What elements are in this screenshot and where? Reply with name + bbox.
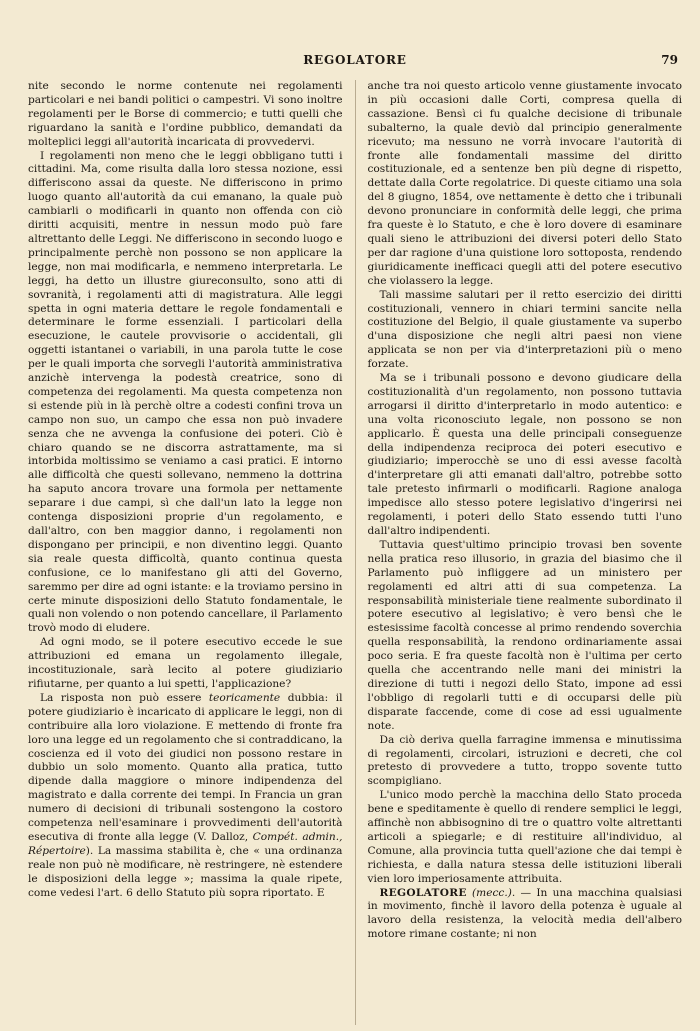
entry-paragraph bbox=[368, 887, 683, 943]
text-run: ). La massima stabilita è, che « una ordinanza reale non può nè modificare, nè restringere, nè estendere le disposizioni della legge »; massima la quale ripete, come vedesi l'art. 6 dello Statuto più sopra riportato. E bbox=[28, 844, 343, 899]
paragraph: Tuttavia quest'ultimo principio trovasi ben sovente nella pratica reso illusorio, in grazia del biasimo che il Parlamento può infliggere ad un ministero per regolamenti ed altri atti di sua competenza. La responsabilità ministeriale tiene realmente subordinato il potere esecutivo al legislativo; è vero bensì che le estesissime facoltà concesse al primo rendendo soverchia quella responsabilità, la rendono ordinariamente assai poco seria. E fra queste facoltà non è l'ultima per certo quella che accentrando nelle mani dei ministri la direzione di tutti i negozi dello Stato, impone ad essi l'obbligo di regolarli tutti e di occuparsi delle più disparate faccende, come di cose ad essi ugualmente note. bbox=[367, 538, 682, 732]
paragraph: Da ciò deriva quella farragine immensa e minutissima di regolamenti, circolari, istruzioni e decreti, che col pretesto di provvedere a tutto, troppo sovente tutto scompigliano. bbox=[367, 733, 682, 788]
text-run: — In una macchina qualsiasi in movimento, finchè il lavoro della potenza è uguale al lavoro della resistenza, la velocità media dell'albero motore rimane costante; ni non bbox=[367, 886, 682, 941]
paragraph: nite secondo le norme contenute nei regolamenti particolari e nei bandi politici o campestri. Vi sono inoltre regolamenti per le Borse di commercio; e tutti quelli che riguardano la sanità e l'ordine pubblico, demandati da molteplici leggi all'autorità incaricata di provvedervi. bbox=[28, 80, 343, 148]
text-run: dubbia: il potere giudiziario è incaricato di applicare le leggi, non di contribuire alla loro violazione. E mettendo di fronte fra loro una legge ed un regolamento che si contraddicano, la coscienza ed il voto dei giudici non possono restare in dubbio un solo momento. Quanto alla pratica, tutto dipende dalla maggiore o minore indipendenza del magistrato e dalla corrente dei tempi. In Francia un gran numero di decisioni di tribunali sostengono la costoro competenza nell'esaminare i provvedimenti dell'autorità esecutiva di fronte alla legge (V. Dalloz, bbox=[28, 691, 343, 843]
page-number: 79 bbox=[661, 53, 678, 67]
left-column bbox=[28, 80, 343, 1025]
paragraph: Ma se i tribunali possono e devono giudicare della costituzionalità d'un regolamento, non possono tuttavia arrogarsi il diritto d'interpretarlo in modo autentico: e una volta riconosciuto legale, non possono se non applicarlo. È questa una delle principali conseguenze della indipendenza reciproca dei poteri esecutivo e giudiziario; imperocchè se uno di essi avesse facoltà d'interpretare gli atti emanati dall'altro, potrebbe sotto tale pretesto infirmarli o modificarli. Ragione analoga impedisce allo stesso potere legislativo d'ingerirsi nei regolamenti, i poteri dello Stato essendo tutti l'uno dall'altro indipendenti. bbox=[367, 372, 682, 537]
text-columns bbox=[28, 80, 682, 1025]
paragraph: anche tra noi questo articolo venne giustamente invocato in più occasioni dalle Corti, compresa quella di cassazione. Bensì ci fu qualche decisione di tribunale subalterno, la quale deviò dal principio generalmente ricevuto; ma nessuno ne vorrà invocare l'autorità di fronte alle fondamentali massime del diritto costituzionale, ed a sentenze ben più degne di rispetto, dettate dalla Corte regolatrice. Di queste citiamo una sola del 8 giugno, 1854, ove nettamente è detto che i tribunali devono pronunciare in conformità delle leggi, che prima fra queste è lo Statuto, e che è loro dovere di esaminare quali sieno le attribuzioni dei diversi poteri dello Stato per dar ragione d'una quistione loro sottoposta, rendendo giuridicamente inefficaci quegli atti del potere esecutivo che violassero la legge. bbox=[367, 80, 682, 287]
paragraph: Tali massime salutari per il retto esercizio dei diritti costituzionali, vennero in chiari termini sancite nella costituzione del Belgio, il quale giustamente va superbo d'una disposizione che negli altri paesi non viene applicata se non per via d'interpretazioni più o meno forzate. bbox=[367, 288, 682, 371]
text-run: La risposta non può essere bbox=[40, 691, 209, 704]
running-title: REGOLATORE bbox=[303, 53, 407, 67]
column-divider bbox=[355, 80, 356, 1025]
paragraph: L'unico modo perchè la macchina dello Stato proceda bene e speditamente è quello di rendere semplici le leggi, affinchè non abbisognino di tre o quattro volte altrettanti articoli a spiegarle; e di restituire all'individuo, al Comune, alla provincia tutta quell'azione che dai tempi è richiesta, e dalla natura stessa delle istituzioni liberali vien loro imperiosamente attribuita. bbox=[367, 789, 682, 885]
paragraph: I regolamenti non meno che le leggi obbligano tutti i cittadini. Ma, come risulta dalla loro stessa nozione, essi differiscono assai da queste. Ne differiscono in primo luogo quanto all'autorità da cui emanano, la quale può cambiarli o modificarli in quanto non offenda con ciò diritti acquisiti, mentre in nessun modo può fare altrettanto delle Leggi. Ne differiscono in secondo luogo e principalmente perchè non possono se non applicare la legge, non mai modificarla, e nemmeno interpretarla. Le leggi, ha detto un illustre giureconsulto, sono atti di sovranità, i regolamenti atti di magistratura. Alle leggi spetta in ogni materia dettare le regole fondamentali e determinare le forme essenziali. I particolari della esecuzione, le cautele provvisorie o accidentali, gli oggetti istantanei o variabili, in una parola tutte le cose per le quali importa che sorvegli l'autorità amministrativa anzichè intervenga la podestà creatrice, sono di competenza dei regolamenti. Ma questa competenza non si estende più in là perchè oltre a codesti confini trova un campo non suo, un campo che essa non può invadere senza che ne avvenga la confusione dei poteri. Ciò è chiaro quando se ne discorra astrattamente, ma si intorbida moltissimo se veniamo a casi pratici. E intorno alle difficoltà che questi sollevano, nemmeno la dottrina ha saputo ancora trovare una formola per nettamente separare i due campi, sì che dall'un lato la legge non contenga disposizioni proprie d'un regolamento, e dall'altro, con ben maggior danno, i regolamenti non dispongano per principii, e non diventino leggi. Quanto sia reale questa difficoltà, quanto continua questa confusione, ce lo manifestano gli atti del Governo, saremmo per dire ad ogni istante: e la troviamo persino in certe minute disposizioni dello Statuto fondamentale, le quali non volendo o non potendo cancellare, il Parlamento trovò modo di eludere. bbox=[28, 149, 343, 635]
page-header bbox=[28, 50, 682, 70]
right-column bbox=[368, 80, 683, 1025]
citation: Compét. admin., Répertoire bbox=[28, 830, 343, 857]
paragraph bbox=[28, 692, 343, 901]
emphasis: teoricamente bbox=[208, 691, 281, 704]
paragraph: Ad ogni modo, se il potere esecutivo eccede le sue attribuzioni ed emana un regolamento illegale, incostituzionale, sarà lecito al potere giudiziario rifiutarne, per quanto a lui spetti, l'applicazione? bbox=[28, 636, 343, 690]
entry-qualifier: (mecc.). bbox=[472, 886, 516, 899]
entry-heading: REGOLATORE bbox=[379, 886, 467, 899]
